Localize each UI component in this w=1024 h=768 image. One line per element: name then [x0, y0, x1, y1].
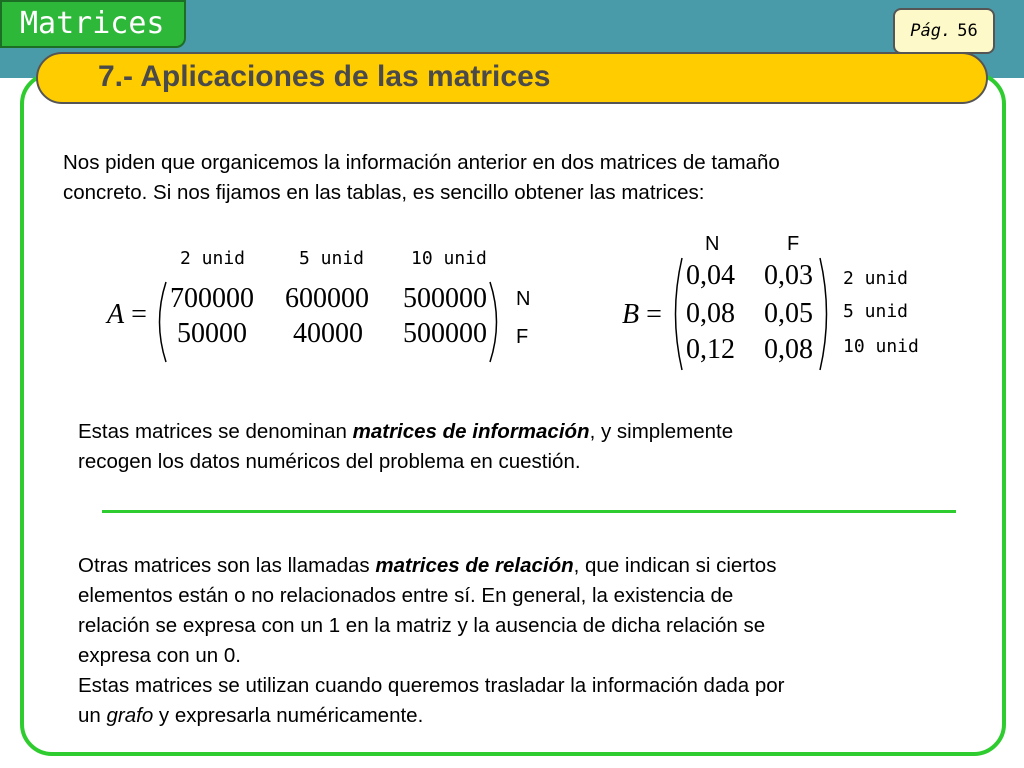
matrix-a-cell: 700000	[170, 283, 254, 314]
info-line-2: recogen los datos numéricos del problema en cuestión.	[78, 450, 581, 473]
matrix-b-row-label: 10 unid	[843, 336, 919, 357]
matrix-b-row-label: 5 unid	[843, 301, 909, 322]
matrix-b-cell: 0,12	[686, 334, 735, 365]
info-term: matrices de información	[352, 420, 590, 443]
matrix-b-cell: 0,04	[686, 260, 735, 291]
matrix-a-cell: 500000	[403, 283, 487, 314]
matrix-a-right-paren	[488, 280, 506, 364]
relation-term: matrices de relación	[375, 554, 574, 577]
matrix-b-left-paren	[666, 256, 684, 372]
matrix-a-left-paren	[150, 280, 168, 364]
page-prefix: Pág.	[910, 21, 952, 41]
grafo-term: grafo	[106, 704, 154, 727]
relation-line-2: elementos están o no relacionados entre sí. En general, la existencia de	[78, 584, 734, 607]
intro-line-1: Nos piden que organicemos la información anterior en dos matrices de tamaño	[63, 151, 780, 174]
matrix-b-cell: 0,08	[764, 334, 813, 365]
matrix-a-cell: 500000	[403, 318, 487, 349]
relation-line-4: expresa con un 0.	[78, 644, 241, 667]
info-matrices-paragraph	[78, 417, 733, 477]
intro-line-2: concreto. Si nos fijamos en las tablas, es sencillo obtener las matrices:	[63, 181, 705, 204]
matrix-b-col-label: F	[787, 233, 800, 255]
matrix-b-col-label: N	[705, 233, 720, 255]
relation-line-6: un grafo y expresarla numéricamente.	[78, 704, 424, 727]
matrix-b-cell: 0,08	[686, 298, 735, 329]
info-line-1: Estas matrices se denominan matrices de información, y simplemente	[78, 420, 734, 443]
relation-line-1: Otras matrices son las llamadas matrices de relación, que indican si ciertos	[78, 554, 777, 577]
relation-line-5: Estas matrices se utilizan cuando queremos trasladar la información dada por	[78, 674, 785, 697]
matrix-a-cell: 50000	[177, 318, 247, 349]
matrix-a-label: A =	[107, 299, 147, 330]
page-indicator	[893, 8, 995, 54]
matrix-a-col-label: 2 unid	[180, 248, 246, 269]
relation-line-3: relación se expresa con un 1 en la matriz y la ausencia de dicha relación se	[78, 614, 766, 637]
relation-matrices-paragraph	[78, 551, 784, 731]
section-tab: Matrices	[0, 0, 186, 48]
matrix-a-cell: 40000	[293, 318, 363, 349]
page-number: 56	[957, 21, 978, 41]
matrix-a-col-label: 10 unid	[411, 248, 487, 269]
slide-title: 7.- Aplicaciones de las matrices	[36, 52, 988, 104]
intro-paragraph	[63, 148, 780, 208]
section-divider	[102, 510, 956, 513]
matrix-b-label: B =	[622, 299, 662, 330]
matrix-b-right-paren	[818, 256, 836, 372]
matrix-a-row-label: N	[516, 288, 531, 310]
matrix-b-row-label: 2 unid	[843, 268, 909, 289]
matrix-a-cell: 600000	[285, 283, 369, 314]
matrix-b-cell: 0,03	[764, 260, 813, 291]
matrix-a-col-label: 5 unid	[299, 248, 365, 269]
matrix-a-row-label: F	[516, 326, 529, 348]
matrix-b-cell: 0,05	[764, 298, 813, 329]
